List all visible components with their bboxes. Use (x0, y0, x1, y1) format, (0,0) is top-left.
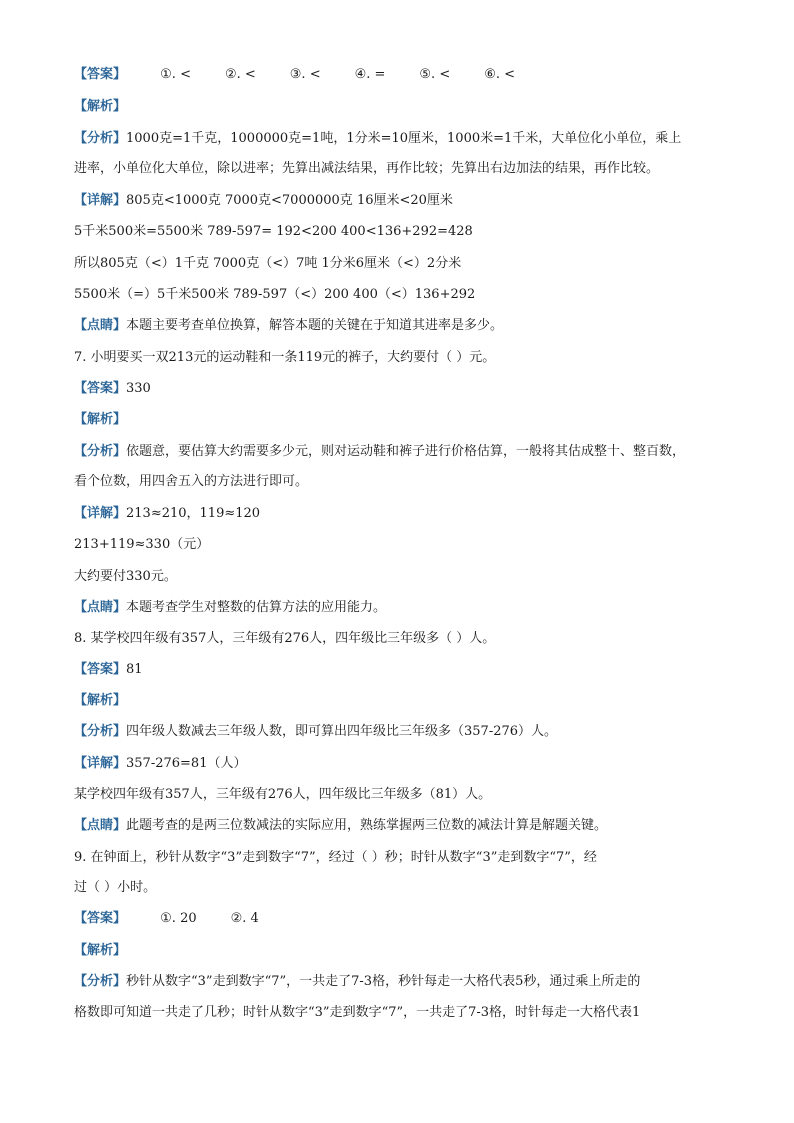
q8-analysis-heading (74, 692, 734, 710)
q9-answer-1: ①. 20 (160, 911, 197, 926)
fenxi-label: 【分析】 (74, 724, 127, 739)
fenxi-label: 【分析】 (74, 131, 127, 146)
q6-fenxi-line-2: 进率，小单位化大单位，除以进率；先算出减法结果，再作比较；先算出右边加法的结果，再作比较。 (74, 161, 660, 176)
q6-xiangjie-text-1: 805克<1000克 7000克<7000000克 16厘米<20厘米 (126, 193, 453, 208)
q7-xiangjie-line-2: 213+119≈330（元） (74, 537, 210, 552)
q8-answer-line (74, 661, 734, 679)
q7-dianjing-line (74, 599, 734, 617)
q6-answer-items (130, 66, 549, 84)
q6-answer-line (74, 66, 734, 84)
q9-answer-2: ②. 4 (230, 911, 259, 926)
q6-xiangjie-line-1 (74, 192, 734, 210)
q7-xiangjie-line-3: 大约要付330元。 (74, 569, 177, 584)
q8-xiangjie-text: 357-276=81（人） (126, 756, 247, 771)
q8-dianjing-text: 此题考查的是两三位数减法的实际应用，熟练掌握两三位数的减法计算是解题关键。 (126, 818, 608, 833)
dianjing-label: 【点睛】 (74, 818, 127, 833)
q6-dianjing-line (74, 317, 734, 335)
q6-analysis-heading (74, 98, 734, 116)
q8-answer: 81 (126, 662, 143, 677)
q6-xiangjie-line-3: 所以805克（<）1千克 7000克（<）7吨 1分米6厘米（<）2分米 (74, 256, 462, 271)
q9-fenxi-text-1: 秒针从数字“3”走到数字“7”，一共走了7-3格，秒针每走一大格代表5秒，通过乘上所走的 (126, 974, 641, 989)
q9-question-line-1: 9. 在钟面上，秒针从数字“3”走到数字“7”，经过（ ）秒；时针从数字“3”走到数字“7”，经 (74, 850, 597, 865)
analysis-label: 【解析】 (74, 99, 127, 114)
q6-answer-5: ⑤. < (419, 67, 451, 82)
q7-xiangjie-line-1 (74, 505, 734, 523)
q8-fenxi-text: 四年级人数减去三年级人数，即可算出四年级比三年级多（357-276）人。 (126, 724, 558, 739)
q6-answer-3: ③. < (289, 67, 321, 82)
q8-question: 8. 某学校四年级有357人，三年级有276人，四年级比三年级多（ ）人。 (74, 631, 496, 646)
q6-answer-6: ⑥. < (484, 67, 516, 82)
q8-xiangjie-line-1 (74, 755, 734, 773)
q6-answer-2: ②. < (224, 67, 256, 82)
answer-label: 【答案】 (74, 67, 127, 82)
dianjing-label: 【点睛】 (74, 318, 127, 333)
xiangjie-label: 【详解】 (74, 756, 127, 771)
answer-label: 【答案】 (74, 911, 127, 926)
fenxi-label: 【分析】 (74, 444, 127, 459)
q7-answer-line (74, 380, 734, 398)
xiangjie-label: 【详解】 (74, 506, 127, 521)
q9-question-line-2: 过（ ）小时。 (74, 880, 157, 895)
q6-xiangjie-line-4: 5500米（=）5千米500米 789-597（<）200 400（<）136+292 (74, 287, 476, 302)
q8-fenxi-line (74, 723, 734, 741)
q9-analysis-heading (74, 942, 734, 960)
q6-fenxi-text-1: 1000克=1千克，1000000克=1吨，1分米=10厘米，1000米=1千米，大单位化小单位，乘上 (126, 131, 682, 146)
analysis-label: 【解析】 (74, 943, 127, 958)
q7-analysis-heading (74, 411, 734, 429)
q9-fenxi-line-2: 格数即可知道一共走了几秒；时针从数字“3”走到数字“7”，一共走了7-3格，时针每走一大格代表1 (74, 1005, 641, 1020)
analysis-label: 【解析】 (74, 693, 127, 708)
q6-dianjing-text: 本题主要考查单位换算，解答本题的关键在于知道其进率是多少。 (126, 318, 504, 333)
q7-fenxi-line-2: 看个位数，用四舍五入的方法进行即可。 (74, 474, 309, 489)
xiangjie-label: 【详解】 (74, 193, 127, 208)
q6-fenxi-line-1 (74, 130, 734, 148)
q7-answer: 330 (126, 381, 151, 396)
q8-dianjing-line (74, 817, 734, 835)
q8-xiangjie-line-2: 某学校四年级有357人，三年级有276人，四年级比三年级多（81）人。 (74, 787, 492, 802)
answer-label: 【答案】 (74, 662, 127, 677)
q6-xiangjie-line-2: 5千米500米=5500米 789-597= 192<200 400<136+292=428 (74, 224, 473, 239)
q7-fenxi-text-1: 依题意，要估算大约需要多少元，则对运动鞋和裤子进行价格估算，一般将其估成整十、整百数， (126, 444, 686, 459)
dianjing-label: 【点睛】 (74, 600, 127, 615)
q9-fenxi-line-1 (74, 973, 734, 991)
q7-fenxi-line-1 (74, 443, 734, 461)
fenxi-label: 【分析】 (74, 974, 127, 989)
analysis-label: 【解析】 (74, 412, 127, 427)
q7-dianjing-text: 本题考查学生对整数的估算方法的应用能力。 (126, 600, 387, 615)
q6-answer-4: ④. = (354, 67, 386, 82)
q9-answer-line (74, 910, 734, 928)
q9-answer-items (130, 910, 293, 928)
answer-label: 【答案】 (74, 381, 127, 396)
q6-answer-1: ①. < (160, 67, 191, 82)
q7-question: 7. 小明要买一双213元的运动鞋和一条119元的裤子，大约要付（ ）元。 (74, 350, 496, 365)
q7-xiangjie-text-1: 213≈210，119≈120 (126, 506, 261, 521)
